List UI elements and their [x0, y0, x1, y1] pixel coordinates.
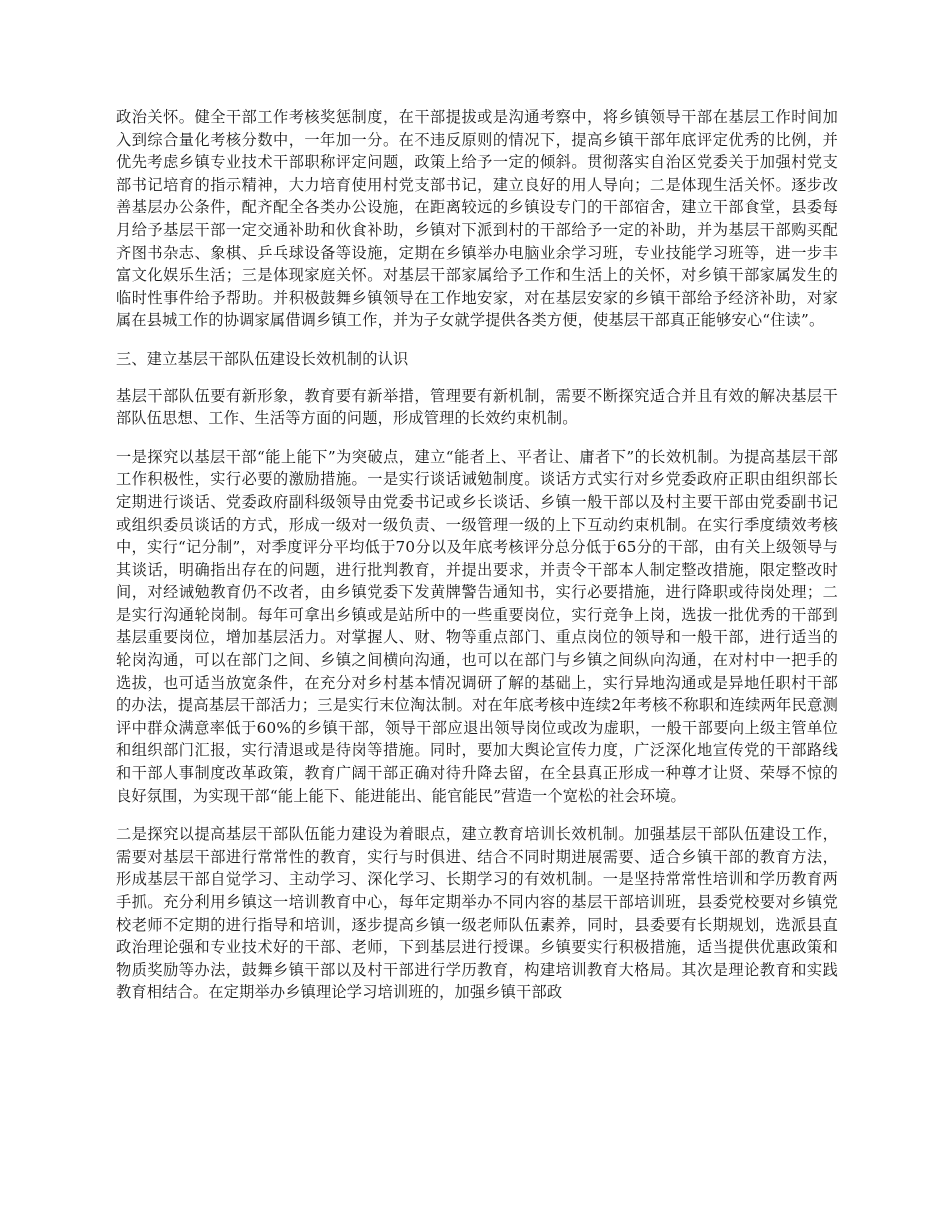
section-heading: 三、建立基层干部队伍建设长效机制的认识 [116, 349, 409, 368]
paragraph-mechanism-one: 一是探究以基层干部“能上能下”为突破点，建立“能者上、平者让、庸者下”的长效机制。为提高基层干部工作积极性，实行必要的激励措施。一是实行谈话诫勉制度。谈话方式实行对乡党委政府正职由组织部长定期进行谈话、党委政府副科级领导由党委书记或乡长谈话、乡镇一般干部以及村主要干部由党委副书记或组织委员谈话的方式，形成一级对一级负责、一级管理一级的上下互动约束机制。在实行季度绩效考核中，实行“记分制”，对季度评分平均低于70分以及年底考核评分总分低于65分的干部，由有关上级领导与其谈话，明确指出存在的问题，进行批判教育，并提出要求，并责令干部本人制定整改措施，限定整改时间，对经诫勉教育仍不改者，由乡镇党委下发黄牌警告通知书，实行必要措施，进行降职或待岗处理；二是实行沟通轮岗制。每年可拿出乡镇或是站所中的一些重要岗位，实行竞争上岗，选拔一批优秀的干部到基层重要岗位，增加基层活力。对掌握人、财、物等重点部门、重点岗位的领导和一般干部，进行适当的轮岗沟通，可以在部门之间、乡镇之间横向沟通，也可以在部门与乡镇之间纵向沟通，在对村中一把手的选拔，也可适当放宽条件，在充分对乡村基本情况调研了解的基础上，实行异地沟通或是异地任职村干部的办法，提高基层干部活力；三是实行末位淘汰制。对在年底考核中连续2年考核不称职和连续两年民意测评中群众满意率低于60%的乡镇干部，领导干部应退出领导岗位或改为虚职，一般干部要向上级主管单位和组织部门汇报，实行清退或是待岗等措施。同时，要加大舆论宣传力度，广泛深化地宣传党的干部路线和干部人事制度改革政策，教育广阔干部正确对待升降去留，在全县真正形成一种尊才让贤、荣辱不惊的良好氛围，为实现干部“能上能下、能进能出、能官能民”营造一个宽松的社会环境。 [116, 447, 838, 805]
paragraph-intro: 基层干部队伍要有新形象，教育要有新举措，管理要有新机制，需要不断探究适合并且有效的解决基层干部队伍思想、工作、生活等方面的问题，形成管理的长效约束机制。 [116, 386, 838, 428]
paragraph-mechanism-two: 二是探究以提高基层干部队伍能力建设为着眼点，建立教育培训长效机制。加强基层干部队伍建设工作，需要对基层干部进行常常性的教育，实行与时俱进、结合不同时期进展需要、适合乡镇干部的教育方法，形成基层干部自觉学习、主动学习、深化学习、长期学习的有效机制。一是坚持常常性培训和学历教育两手抓。充分利用乡镇这一培训教育中心，每年定期举办不同内容的基层干部培训班，县委党校要对乡镇党校老师不定期的进行指导和培训，逐步提高乡镇一级老师队伍素养，同时，县委要有长期规划，选派县直政治理论强和专业技术好的干部、老师，下到基层进行授课。乡镇要实行积极措施，适当提供优惠政策和物质奖励等办法，鼓舞乡镇干部以及村干部进行学历教育，构建培训教育大格局。其次是理论教育和实践教育相结合。在定期举办乡镇理论学习培训班的，加强乡镇干部政 [116, 825, 838, 1002]
paragraph-care-measures: 政治关怀。健全干部工作考核奖惩制度，在干部提拔或是沟通考察中，将乡镇领导干部在基层工作时间加入到综合量化考核分数中，一年加一分。在不违反原则的情况下，提高乡镇干部年底评定优秀的比例，并优先考虑乡镇专业技术干部职称评定问题，政策上给予一定的倾斜。贯彻落实自治区党委关于加强村党支部书记培育的指示精神，大力培育使用村党支部书记，建立良好的用人导向；二是体现生活关怀。逐步改善基层办公条件，配齐配全各类办公设施，在距离较远的乡镇设专门的干部宿舍，建立干部食堂，县委每月给予基层干部一定交通补助和伙食补助，乡镇对下派到村的干部给予一定的补助，并为基层干部购买配齐图书杂志、象棋、乒乓球设备等设施，定期在乡镇举办电脑业余学习班，专业技能学习班等，进一步丰富文化娱乐生活；三是体现家庭关怀。对基层干部家属给予工作和生活上的关怀，对乡镇干部家属发生的临时性事件给予帮助。并积极鼓舞乡镇领导在工作地安家，对在基层安家的乡镇干部给予经济补助，对家属在县城工作的协调家属借调乡镇工作，并为子女就学提供各类方便，使基层干部真正能够安心“住读”。 [116, 108, 838, 330]
document-page [116, 106, 838, 1020]
